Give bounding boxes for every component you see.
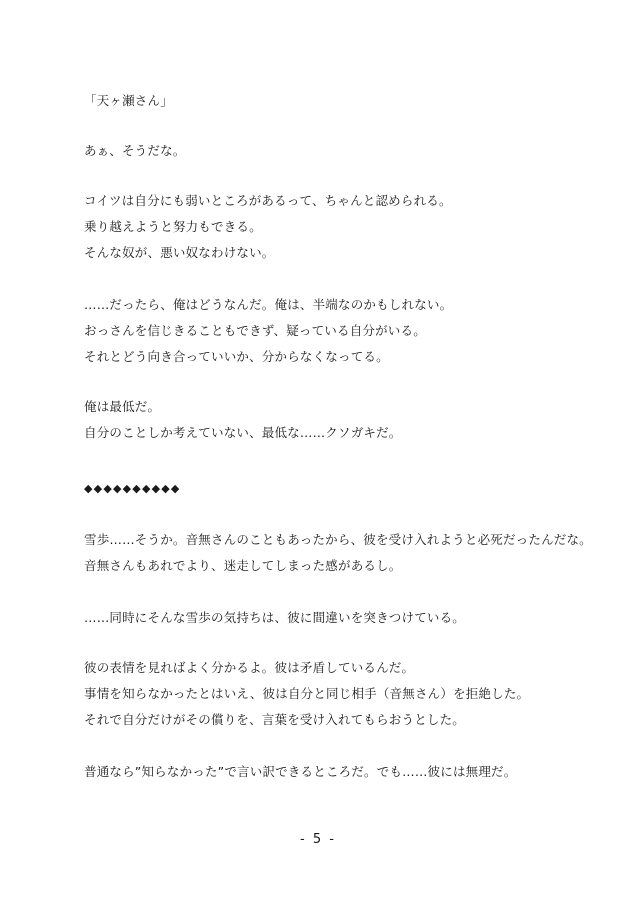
text-line: ……同時にそんな雪歩の気持ちは、彼に間違いを突きつけている。 [84,610,466,625]
text-line: 普通なら”知らなかった”で言い訳できるところだ。でも……彼には無理だ。 [84,764,517,779]
text-line: 彼の表情を見ればよく分かるよ。彼は矛盾しているんだ。 [84,660,415,675]
section-divider: ◆◆◆◆◆◆◆◆◆◆ [84,482,181,495]
text-line: 事情を知らなかったとはいえ、彼は自分と同じ相手（音無さん）を拒絶した。 [84,686,530,701]
text-line: おっさんを信じきることもできず、疑っている自分がいる。 [84,323,426,338]
text-line: それで自分だけがその償りを、言葉を受け入れてもらおうとした。 [84,712,466,727]
text-line: ……だったら、俺はどうなんだ。俺は、半端なのかもしれない。 [84,297,453,312]
text-line: それとどう向き合っていいか、分からなくなってる。 [84,349,389,364]
page-number: - 5 - [300,832,336,847]
text-line: そんな奴が、悪い奴なわけない。 [84,245,275,260]
text-line: コイツは自分にも弱いところがあるって、ちゃんと認められる。 [84,193,452,208]
text-line: 自分のことしか考えていない、最低な……クソガキだ。 [84,425,402,440]
text-line: 音無さんもあれでより、迷走してしまった感があるし。 [84,558,402,573]
text-line: 俺は最低だ。 [84,399,161,414]
text-line: 雪歩……そうか。音無さんのこともあったから、彼を受け入れようと必死だったんだな。 [84,532,592,547]
text-line: 「天ヶ瀬さん」 [84,93,173,108]
text-line: あぁ、そうだな。 [84,143,186,158]
text-line: 乗り越えようと努力もできる。 [84,219,262,234]
